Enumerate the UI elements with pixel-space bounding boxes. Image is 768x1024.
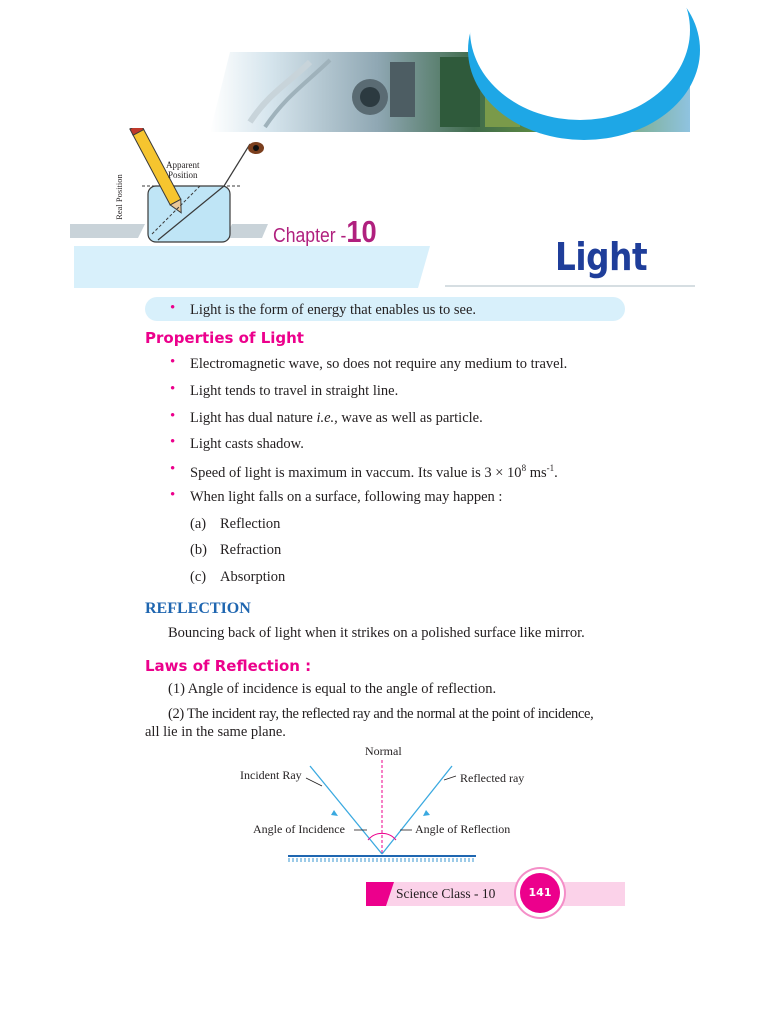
page-number-badge: 141	[520, 873, 560, 913]
reflection-definition: Bouncing back of light when it strikes on a polished surface like mirror.	[168, 625, 585, 641]
speed-end: .	[554, 464, 558, 481]
property-item: Light tends to travel in straight line.	[190, 383, 399, 399]
bullet-icon: •	[170, 434, 176, 450]
angle-of-reflection-label: Angle of Reflection	[415, 822, 511, 836]
intro-text: Light is the form of energy that enables us to see.	[190, 302, 477, 318]
sub-item-text: Refraction	[220, 542, 282, 558]
law-2-line-2: all lie in the same plane.	[145, 724, 286, 740]
sub-item-marker: (c)	[190, 569, 207, 585]
property-item: Electromagnetic wave, so does not require any medium to travel.	[190, 356, 568, 372]
dual-text: Light has dual nature	[190, 410, 317, 426]
chapter-prefix: Chapter -	[273, 225, 347, 247]
angle-of-incidence-label: Angle of Incidence	[253, 822, 345, 836]
bullet-icon: •	[170, 461, 176, 477]
reflected-arrow-icon	[423, 810, 430, 816]
property-item-speed	[190, 463, 558, 482]
bullet-icon: •	[170, 300, 176, 316]
bullet-icon: •	[170, 354, 176, 370]
dual-ie: i.e.,	[316, 410, 338, 426]
chapter-number: 10	[346, 214, 377, 249]
incident-ray	[310, 766, 382, 854]
property-item-dual	[190, 410, 483, 427]
incident-label-pointer	[306, 778, 322, 786]
sub-item-text: Reflection	[220, 516, 281, 532]
normal-label: Normal	[365, 744, 402, 758]
bullet-icon: •	[170, 408, 176, 424]
laws-heading: Laws of Reflection :	[145, 657, 312, 675]
apparent-position-label: Apparent Position	[166, 160, 200, 180]
footer-text: Science Class - 10	[396, 886, 496, 901]
real-position-label: Real Position	[113, 174, 124, 220]
chapter-banner	[0, 220, 768, 290]
speed-text: Speed of light is maximum in vaccum. Its value is 3 × 10	[190, 464, 522, 481]
speed-unit: ms	[526, 464, 547, 481]
property-item: When light falls on a surface, following may happen :	[190, 489, 503, 505]
dual-rest: wave as well as particle.	[337, 410, 483, 426]
bullet-icon: •	[170, 487, 176, 503]
footer-tab-icon	[366, 882, 394, 906]
reflected-ray-label: Reflected ray	[460, 771, 525, 785]
law-2-line-1: (2) The incident ray, the reflected ray and the normal at the point of incidence,	[168, 706, 594, 722]
incident-ray-label: Incident Ray	[240, 768, 302, 782]
law-1: (1) Angle of incidence is equal to the angle of reflection.	[168, 681, 497, 697]
speed-exponent: 8	[521, 463, 527, 473]
refraction-illustration	[128, 128, 278, 248]
page-title: Light	[555, 235, 648, 279]
reflection-heading: REFLECTION	[145, 600, 251, 617]
sub-item-text: Absorption	[220, 569, 286, 585]
incident-arrow-icon	[331, 810, 338, 816]
sub-item-marker: (a)	[190, 516, 207, 532]
sub-item-marker: (b)	[190, 542, 207, 558]
reflected-label-pointer	[444, 776, 456, 780]
reflected-ray	[382, 766, 452, 854]
property-item: Light casts shadow.	[190, 436, 304, 452]
speed-unit-exponent: -1	[546, 463, 555, 473]
chapter-label	[273, 214, 377, 250]
bullet-icon: •	[170, 381, 176, 397]
properties-heading: Properties of Light	[145, 329, 304, 347]
